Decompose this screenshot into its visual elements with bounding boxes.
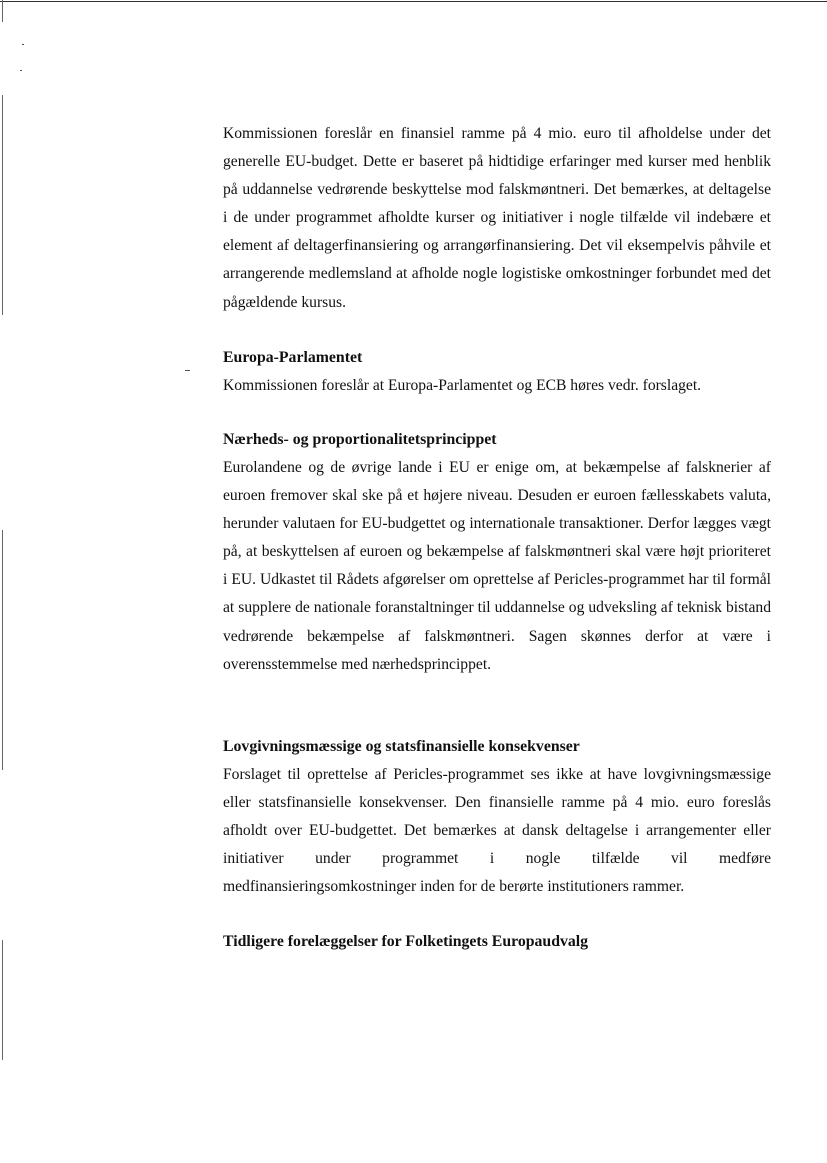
scan-speck (20, 70, 22, 71)
scan-left-margin-mark (2, 530, 3, 770)
section-tidligere-forelaeggelser (223, 928, 771, 956)
spacer (223, 901, 771, 928)
scan-speck (185, 370, 190, 371)
spacer (223, 317, 771, 344)
section-heading: Lovgivningsmæssige og statsfinansielle konsekvenser (223, 737, 580, 755)
section-body: Kommissionen foreslår at Europa-Parlamentet og ECB høres vedr. forslaget. (223, 376, 702, 394)
section-heading: Nærheds- og proportionalitetsprincippet (223, 430, 497, 448)
section-heading: Europa-Parlamentet (223, 348, 363, 366)
scan-left-margin-mark (2, 0, 3, 22)
section-body: Eurolandene og de øvrige lande i EU er enige om, at bekæmpelse af falsknerier af euroen fremover skal ske på et højere niveau. Desuden er euroen fællesskabets valuta, herunder valutaen for EU-budgettet og internationale transaktioner. Derfor lægges vægt på, at beskyttelsen af euroen og bekæmpelse af falskmøntneri skal være højt prioriteret i EU. Udkastet til Rådets afgørelser om oprettelse af Pericles-programmet har til formål at supplere de nationale foranstaltninger til uddannelse og udveksling af teknisk bistand vedrørende bekæmpelse af falskmøntneri. Sagen skønnes derfor at være i overensstemmelse med nærhedsprincippet. (223, 458, 771, 673)
section-body: Forslaget til oprettelse af Pericles-programmet ses ikke at have lovgivningsmæssige eller statsfinansielle konsekvenser. Den finansielle ramme på 4 mio. euro foreslås afholdt over EU-budgettet. Det bemærkes at dansk deltagelse i arrangementer eller initiativer under programmet i nogle tilfælde vil medføre medfinansieringsomkostninger inden for de berørte institutioners rammer. (223, 765, 771, 896)
scan-left-margin-mark (2, 940, 3, 1060)
scan-left-margin-mark (2, 95, 3, 315)
section-heading: Tidligere forelæggelser for Folketingets Europaudvalg (223, 933, 589, 951)
spacer (223, 679, 771, 733)
section-naerhedsprincippet (223, 426, 771, 679)
section-europa-parlamentet (223, 344, 771, 400)
document-body (223, 120, 771, 956)
spacer (223, 400, 771, 426)
section-konsekvenser (223, 733, 771, 902)
scan-speck (22, 44, 24, 45)
scan-top-edge (0, 1, 827, 2)
intro-paragraph: Kommissionen foreslår en finansiel ramme på 4 mio. euro til afholdelse under det generelle EU-budget. Dette er baseret på hidtidige erfaringer med kurser med henblik på uddannelse vedrørende beskyttelse mod falskmøntneri. Det bemærkes, at deltagelse i de under programmet afholdte kurser og initiativer i nogle tilfælde vil indebære et element af deltagerfinansiering og arrangørfinansiering. Det vil eksempelvis påhvile et arrangerende medlemsland at afholde nogle logistiske omkostninger forbundet med det pågældende kursus. (223, 125, 771, 311)
